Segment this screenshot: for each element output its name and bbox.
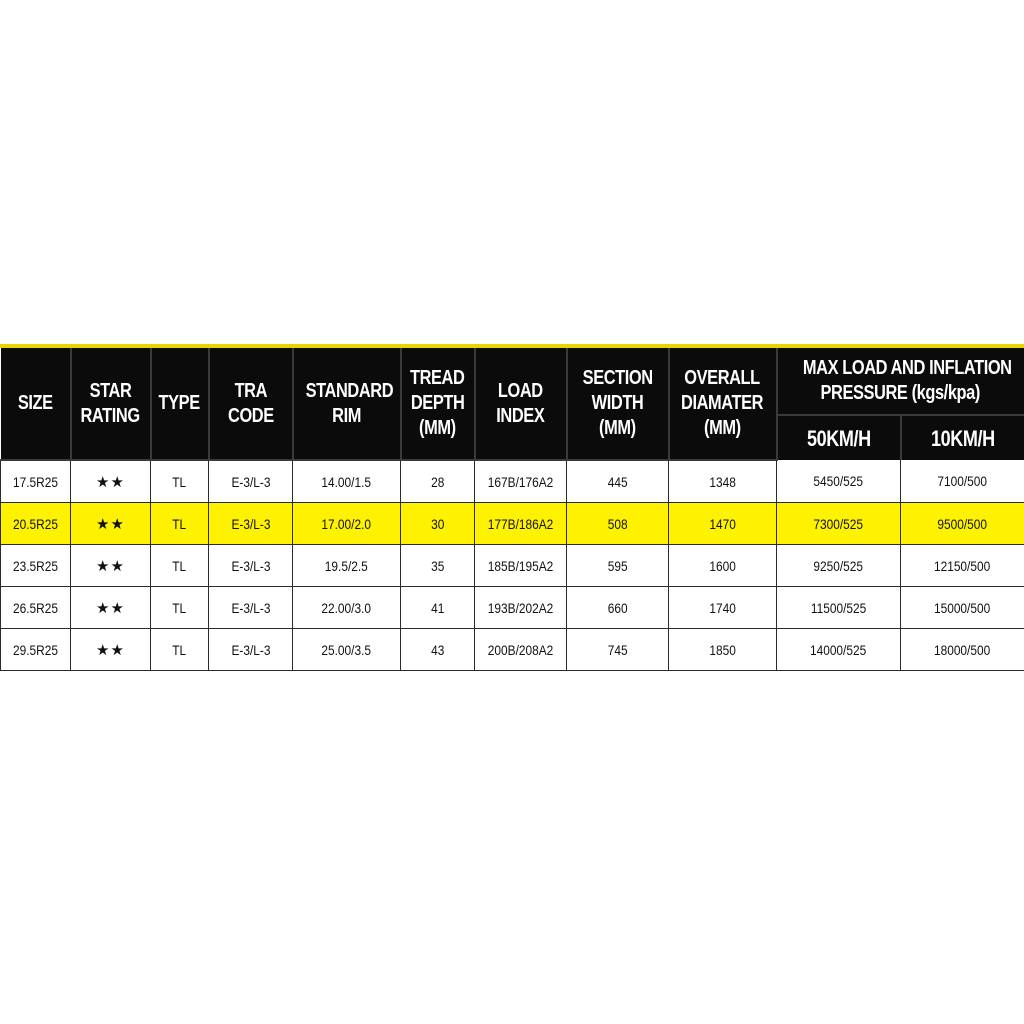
cell-load-index: 177B/186A2: [475, 503, 567, 545]
cell-tread-depth: 28: [401, 460, 475, 503]
cell-type: TL: [151, 460, 209, 503]
cell-section-width: 445: [567, 460, 669, 503]
cell-star-rating: ★★: [71, 587, 151, 629]
cell-tread-depth: 41: [401, 587, 475, 629]
cell-overall-diameter: 1348: [669, 460, 777, 503]
cell-size: 23.5R25: [1, 545, 71, 587]
cell-type: TL: [151, 545, 209, 587]
cell-section-width: 595: [567, 545, 669, 587]
cell-standard-rim: 19.5/2.5: [293, 545, 401, 587]
col-header-type: TYPE: [151, 348, 209, 460]
cell-standard-rim: 17.00/2.0: [293, 503, 401, 545]
cell-tra-code: E-3/L-3: [209, 629, 293, 671]
table-row-highlighted: [1, 503, 1024, 545]
cell-load-50kmh: 14000/525: [777, 629, 901, 671]
tire-spec-table: [0, 348, 1024, 671]
cell-overall-diameter: 1850: [669, 629, 777, 671]
cell-overall-diameter: 1470: [669, 503, 777, 545]
cell-load-index: 185B/195A2: [475, 545, 567, 587]
cell-load-10kmh: 12150/500: [901, 545, 1024, 587]
col-header-max-load: MAX LOAD AND INFLATION PRESSURE (kgs/kpa): [777, 348, 1024, 415]
cell-tra-code: E-3/L-3: [209, 545, 293, 587]
cell-load-10kmh: 9500/500: [901, 503, 1024, 545]
cell-standard-rim: 14.00/1.5: [293, 460, 401, 503]
cell-type: TL: [151, 503, 209, 545]
cell-size: 17.5R25: [1, 460, 71, 503]
cell-load-50kmh: 7300/525: [777, 503, 901, 545]
cell-type: TL: [151, 629, 209, 671]
cell-section-width: 745: [567, 629, 669, 671]
cell-section-width: 508: [567, 503, 669, 545]
table-row: [1, 587, 1024, 629]
col-header-star-rating: STAR RATING: [71, 348, 151, 460]
cell-section-width: 660: [567, 587, 669, 629]
cell-overall-diameter: 1600: [669, 545, 777, 587]
cell-star-rating: ★★: [71, 545, 151, 587]
cell-tread-depth: 43: [401, 629, 475, 671]
cell-tra-code: E-3/L-3: [209, 460, 293, 503]
cell-tread-depth: 35: [401, 545, 475, 587]
cell-star-rating: ★★: [71, 460, 151, 503]
col-header-tread-depth: TREAD DEPTH (MM): [401, 348, 475, 460]
header-row: [1, 348, 1024, 415]
cell-star-rating: ★★: [71, 503, 151, 545]
cell-star-rating: ★★: [71, 629, 151, 671]
cell-tra-code: E-3/L-3: [209, 587, 293, 629]
cell-load-10kmh: 7100/500: [901, 460, 1024, 503]
col-header-load-index: LOAD INDEX: [475, 348, 567, 460]
col-header-size: SIZE: [1, 348, 71, 460]
tire-spec-table-container: [0, 344, 1024, 680]
cell-load-index: 200B/208A2: [475, 629, 567, 671]
cell-standard-rim: 25.00/3.5: [293, 629, 401, 671]
cell-size: 29.5R25: [1, 629, 71, 671]
table-row: [1, 460, 1024, 503]
cell-load-10kmh: 15000/500: [901, 587, 1024, 629]
cell-load-50kmh: 5450/525: [777, 460, 901, 503]
table-row: [1, 545, 1024, 587]
table-row: [1, 629, 1024, 671]
cell-size: 26.5R25: [1, 587, 71, 629]
cell-type: TL: [151, 587, 209, 629]
cell-standard-rim: 22.00/3.0: [293, 587, 401, 629]
col-header-tra-code: TRA CODE: [209, 348, 293, 460]
col-header-50kmh: 50KM/H: [777, 415, 901, 460]
cell-size: 20.5R25: [1, 503, 71, 545]
col-header-10kmh: 10KM/H: [901, 415, 1024, 460]
cell-load-50kmh: 9250/525: [777, 545, 901, 587]
col-header-section-width: SECTION WIDTH (MM): [567, 348, 669, 460]
cell-load-50kmh: 11500/525: [777, 587, 901, 629]
cell-tra-code: E-3/L-3: [209, 503, 293, 545]
cell-overall-diameter: 1740: [669, 587, 777, 629]
col-header-standard-rim: STANDARD RIM: [293, 348, 401, 460]
cell-load-10kmh: 18000/500: [901, 629, 1024, 671]
cell-load-index: 193B/202A2: [475, 587, 567, 629]
cell-tread-depth: 30: [401, 503, 475, 545]
cell-load-index: 167B/176A2: [475, 460, 567, 503]
col-header-overall-diameter: OVERALL DIAMATER (MM): [669, 348, 777, 460]
